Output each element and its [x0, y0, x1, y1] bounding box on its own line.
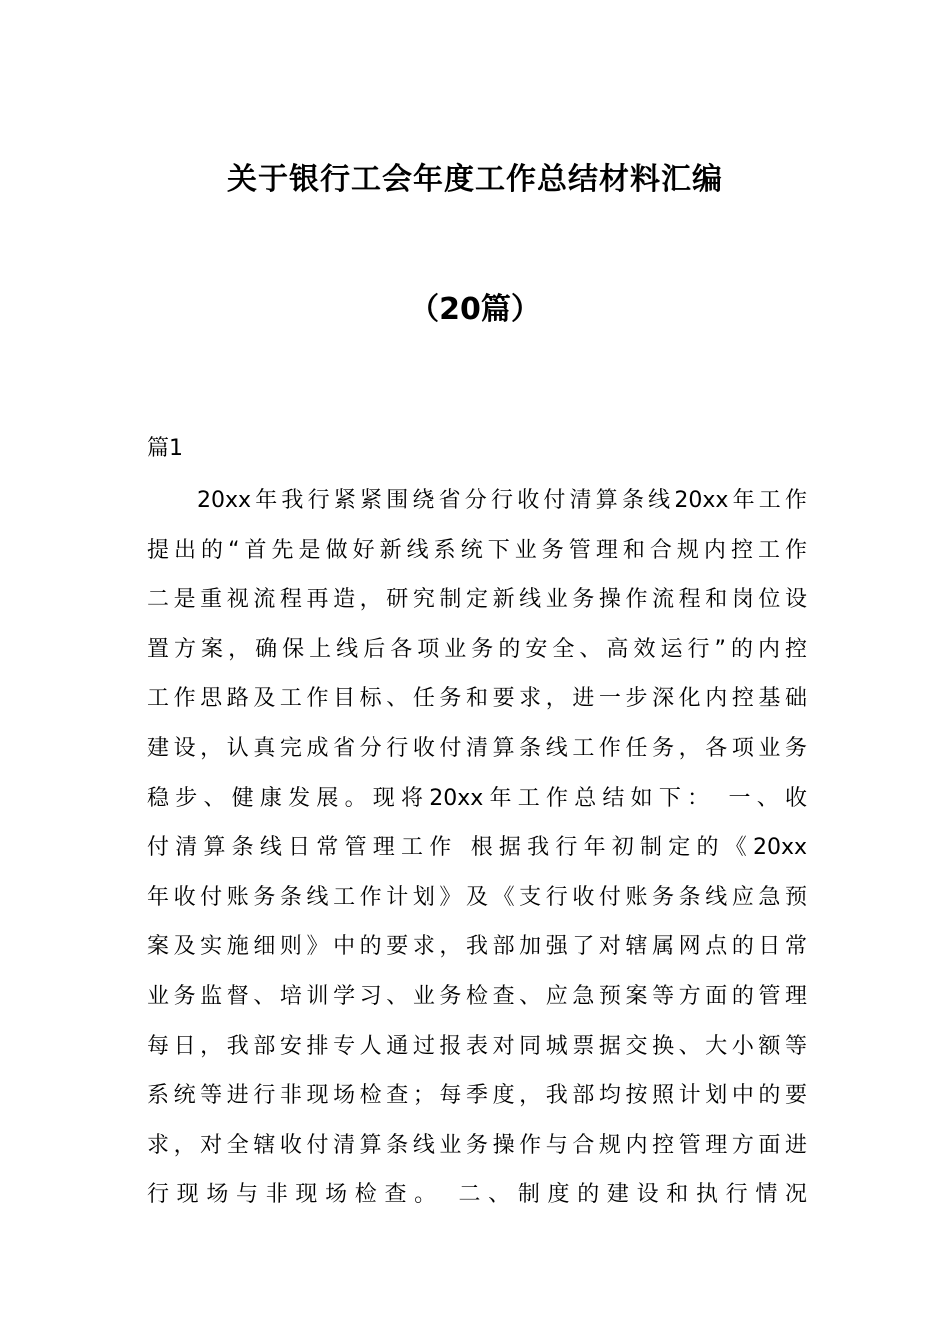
body-line: 置方案，确保上线后各项业务的安全、高效运行”的内控	[147, 636, 807, 662]
body-text	[147, 476, 807, 1220]
document-subtitle: （20篇）	[409, 292, 541, 327]
body-line: 行现场与非现场检查。 二、制度的建设和执行情况	[147, 1182, 807, 1208]
body-line: 系统等进行非现场检查；每季度，我部均按照计划中的要	[147, 1083, 807, 1109]
body-line: 付清算条线日常管理工作 根据我行年初制定的《20xx	[147, 835, 807, 861]
body-line: 提出的“首先是做好新线系统下业务管理和合规内控工作	[147, 537, 807, 563]
body-line: 年收付账务条线工作计划》及《支行收付账务条线应急预	[147, 884, 807, 910]
body-line: 每日，我部安排专人通过报表对同城票据交换、大小额等	[147, 1033, 807, 1059]
section-label: 篇1	[147, 436, 183, 461]
body-line: 稳步、健康发展。现将20xx年工作总结如下： 一、收	[147, 785, 807, 811]
body-line: 20xx年我行紧紧围绕省分行收付清算条线20xx年工作	[197, 488, 807, 513]
body-line: 工作思路及工作目标、任务和要求，进一步深化内控基础	[147, 686, 807, 712]
body-line: 求，对全辖收付清算条线业务操作与合规内控管理方面进	[147, 1132, 807, 1158]
document-title: 关于银行工会年度工作总结材料汇编	[227, 162, 723, 197]
body-line: 案及实施细则》中的要求，我部加强了对辖属网点的日常	[147, 934, 807, 960]
body-line: 二是重视流程再造，研究制定新线业务操作流程和岗位设	[147, 587, 807, 613]
body-line: 建设，认真完成省分行收付清算条线工作任务，各项业务	[147, 735, 807, 761]
body-line: 业务监督、培训学习、业务检查、应急预案等方面的管理	[147, 983, 807, 1009]
